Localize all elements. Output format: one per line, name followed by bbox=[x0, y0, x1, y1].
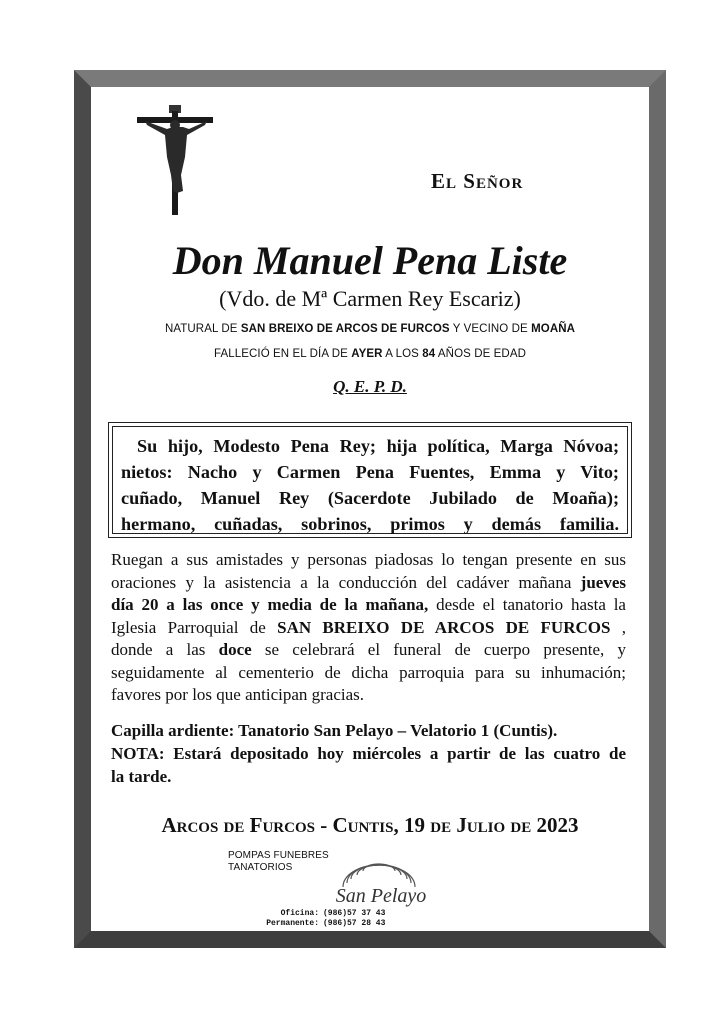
death-line bbox=[91, 348, 649, 360]
request-line: Ruegan a sus amistades y personas piadosas lo tengan presente en sus bbox=[111, 550, 626, 569]
office-phone-row bbox=[241, 909, 461, 919]
funeral-home-line1: POMPAS FUNEBRES bbox=[228, 850, 329, 861]
origin-line bbox=[91, 323, 649, 335]
widower-line: (Vdo. de Mª Carmen Rey Escariz) bbox=[219, 286, 521, 311]
request-hour: doce bbox=[218, 640, 252, 659]
request-day: jueves bbox=[580, 572, 626, 592]
permanent-phone-row bbox=[241, 919, 461, 929]
death-day: AYER bbox=[351, 348, 383, 360]
request-text: desde el tanatorio hasta la bbox=[428, 595, 626, 614]
place-date-line: Arcos de Furcos - Cuntis, 19 de Julio de 2023 bbox=[161, 813, 579, 837]
origin-text-1: NATURAL DE bbox=[164, 323, 241, 335]
office-label: Oficina: bbox=[280, 909, 319, 918]
el-senor-heading: El Señor bbox=[431, 169, 524, 193]
permanent-label: Permanente: bbox=[266, 919, 319, 928]
request-line bbox=[111, 639, 626, 662]
phone-block bbox=[241, 909, 461, 929]
origin-text-2: Y VECINO DE bbox=[449, 323, 532, 335]
death-text-2: A LOS bbox=[382, 348, 423, 360]
request-line bbox=[111, 617, 626, 640]
request-church: SAN BREIXO DE ARCOS DE FURCOS bbox=[277, 617, 611, 637]
note-paragraph bbox=[111, 743, 626, 788]
request-text: se celebrará el funeral de cuerpo presente, y bbox=[251, 640, 626, 659]
family-box bbox=[108, 422, 632, 538]
death-text-1: FALLECIÓ EN EL DÍA DE bbox=[213, 348, 352, 360]
note-line: la tarde. bbox=[111, 766, 172, 786]
permanent-phone: (986)57 28 43 bbox=[323, 919, 386, 928]
death-text-3: AÑOS DE EDAD bbox=[435, 348, 527, 360]
request-line: seguidamente al cementerio de dicha parroquia para su inhumación; bbox=[111, 662, 626, 682]
obituary-notice bbox=[91, 87, 649, 931]
request-line: favores por los que anticipan gracias. bbox=[111, 685, 365, 704]
crucifix-icon bbox=[135, 105, 215, 217]
family-line: Su hijo, Modesto Pena Rey; hija política, Marga Nóvoa; bbox=[137, 436, 619, 456]
request-line bbox=[111, 594, 626, 617]
request-text: oraciones y la asistencia a la conducción del cadáver mañana bbox=[111, 572, 581, 592]
deceased-name: Don Manuel Pena Liste bbox=[172, 238, 568, 283]
family-line: nietos: Nacho y Carmen Pena Fuentes, Emma y Vito; bbox=[121, 462, 619, 482]
office-phone: (986)57 37 43 bbox=[323, 909, 386, 918]
request-text: , bbox=[610, 617, 626, 637]
qepd-label: Q. E. P. D. bbox=[333, 377, 407, 396]
origin-place: SAN BREIXO DE ARCOS DE FURCOS bbox=[240, 323, 450, 335]
request-text: Iglesia Parroquial de bbox=[111, 617, 278, 637]
request-time: día 20 a las once y media de la mañana, bbox=[111, 595, 429, 614]
residence-place: MOAÑA bbox=[531, 323, 576, 335]
death-age: 84 bbox=[422, 348, 436, 360]
chapel-line: Capilla ardiente: Tanatorio San Pelayo – Velatorio 1 (Cuntis). bbox=[111, 721, 558, 740]
request-text: donde a las bbox=[111, 640, 219, 659]
note-line: NOTA: Estará depositado hoy miércoles a partir de las cuatro de bbox=[111, 744, 626, 763]
family-line: hermano, cuñadas, sobrinos, primos y demás familia. bbox=[121, 514, 619, 534]
funeral-request-paragraph bbox=[111, 549, 626, 707]
san-pelayo-logo-text: San Pelayo bbox=[335, 885, 427, 907]
request-line bbox=[111, 572, 626, 595]
family-box-inner bbox=[112, 426, 628, 534]
family-line: cuñado, Manuel Rey (Sacerdote Jubilado de Moaña); bbox=[121, 488, 619, 508]
funeral-home-line2: TANATORIOS bbox=[228, 862, 293, 873]
